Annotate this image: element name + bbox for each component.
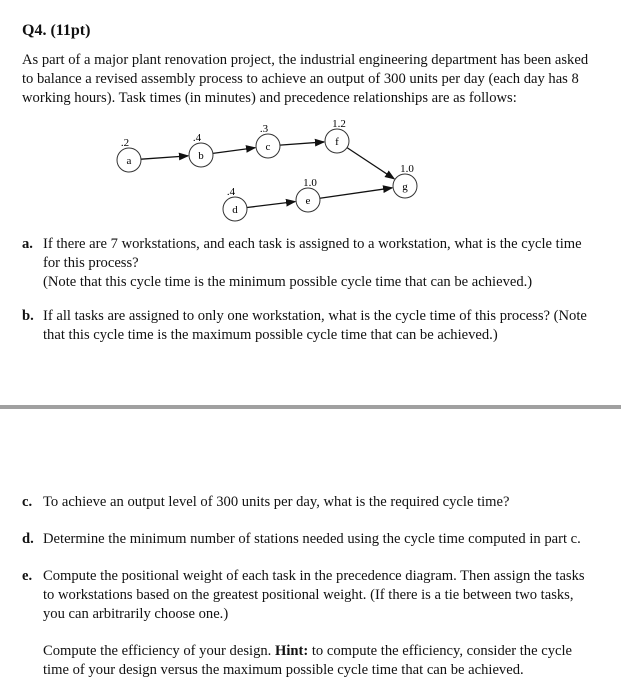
question-text: Determine the minimum number of stations needed using the cycle time computed in part c. [43, 531, 581, 547]
question-label: a. [22, 236, 33, 252]
edge-e-g [320, 188, 392, 198]
efficiency-text: Compute the efficiency of your design. Hint: to compute the efficiency, consider the cycle time of your design versus the maximum possible cycle time that can be achieved. [43, 643, 573, 678]
node-label: f [335, 136, 339, 148]
page-divider [0, 405, 621, 409]
task-time: 1.0 [303, 177, 317, 189]
question-title: Q4. (11pt) [22, 22, 91, 39]
edge-a-b [141, 156, 188, 159]
question-label: c. [22, 494, 33, 510]
edge-b-c [213, 148, 255, 154]
node-label: d [232, 204, 238, 216]
edge-d-e [247, 202, 295, 208]
question-text: To achieve an output level of 300 units per day, what is the required cycle time? [43, 494, 510, 510]
precedence-diagram [0, 0, 621, 240]
node-label: b [198, 150, 204, 162]
question-text: If there are 7 workstations, and each task is assigned to a workstation, what is the cycle time for this process? [43, 236, 582, 271]
node-label: g [402, 181, 408, 193]
task-time: .4 [226, 186, 236, 198]
edge-c-f [280, 142, 324, 145]
question-d [22, 530, 597, 549]
question-e [22, 567, 597, 680]
node-label: e [305, 195, 311, 207]
task-time: .3 [259, 123, 269, 135]
node-label: c [265, 141, 271, 153]
question-text: Compute the positional weight of each task in the precedence diagram. Then assign the tasks to workstations based on the greatest positional weight. (If there is a tie between two tasks, you can arbitrarily choose one.) [43, 568, 585, 622]
question-label: d. [22, 531, 34, 547]
task-time: .4 [192, 132, 202, 144]
task-time: 1.0 [400, 163, 414, 175]
question-note: (Note that this cycle time is the minimum possible cycle time that can be achieved.) [43, 274, 533, 290]
question-b [22, 307, 597, 345]
node-label: a [126, 155, 132, 167]
edge-f-g [347, 148, 394, 179]
intro-text: As part of a major plant renovation project, the industrial engineering department has been asked to balance a revised assembly process to achieve an output of 300 units per day (each day has 8 working hours). Task times (in minutes) and precedence relationships are as follows: [22, 52, 589, 106]
question-label: b. [22, 308, 34, 324]
question-a [22, 235, 597, 292]
task-time: 1.2 [332, 118, 346, 130]
question-c [22, 493, 597, 512]
question-text: If all tasks are assigned to only one workstation, what is the cycle time of this process? (Note that this cycle time is the maximum possible cycle time that can be achieved.) [43, 308, 587, 343]
question-label: e. [22, 568, 33, 584]
task-time: .2 [120, 137, 130, 149]
